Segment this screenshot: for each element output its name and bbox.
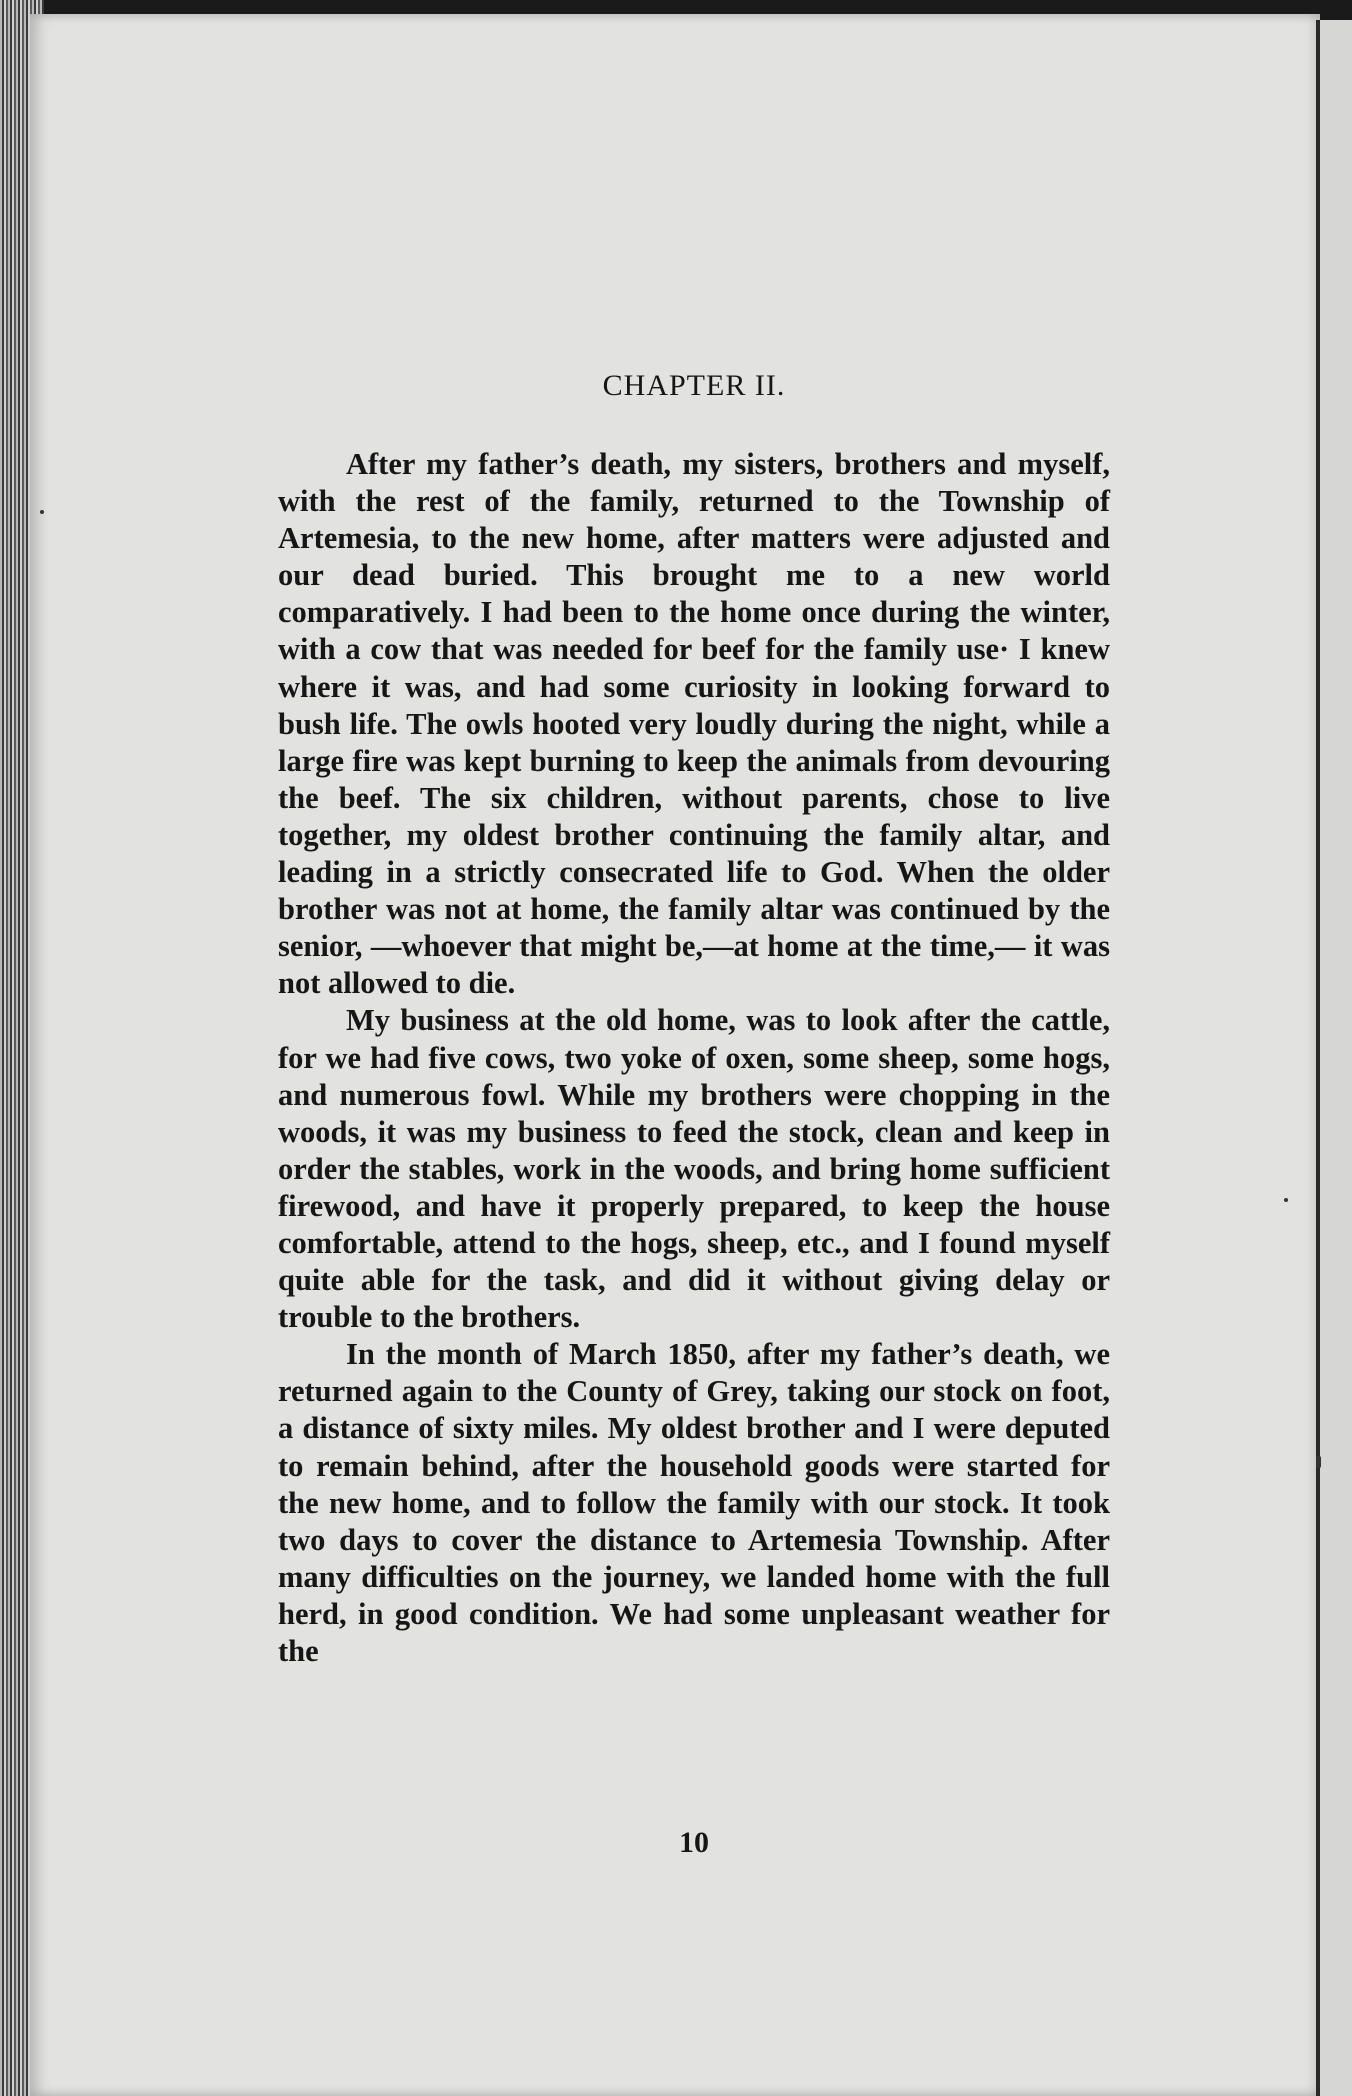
paragraph-1: After my father’s death, my sisters, brothers and myself, with the rest of the family, returned to the Township of Artemesia, to the new home, after matters were adjusted and our dead buried. This brought me to a new world comparatively. I had been to the home once during the winter, with a cow that was needed for beef for the family use· I knew where it was, and had some curiosity in looking forward to bush life. The owls hooted very loudly during the night, while a large fire was kept burning to keep the animals from devouring the beef. The six children, without parents, chose to live together, my oldest brother continuing the family altar, and leading in a strictly consecrated life to God. When the older brother was not at home, the family altar was continued by the senior, —whoever that might be,—at home at the time,— it was not allowed to die. [278, 447, 1110, 1001]
print-speck [1284, 1198, 1288, 1202]
chapter-title: CHAPTER II. [602, 369, 786, 402]
paragraph-3: In the month of March 1850, after my father’s death, we returned again to the County of Grey, taking our stock on foot, a distance of sixty miles. My oldest brother and I were deputed to remain behind, after the household goods were started for the new home, and to follow the family with our stock. It took two days to cover the distance to Artemesia Township. After many difficulties on the journey, we landed home with the full herd, in good condition. We had some unpleasant weather for the [278, 1337, 1110, 1668]
print-speck [40, 510, 44, 514]
facing-page-edge [1320, 20, 1352, 2096]
paragraph-2: My business at the old home, was to look after the cattle, for we had five cows, two yoke of oxen, some sheep, some hogs, and numerous fowl. While my brothers were chopping in the woods, it was my business to feed the stock, clean and keep in order the stables, work in the woods, and bring home sufficient firewood, and have it properly prepared, to keep the house comfortable, attend to the hogs, sheep, etc., and I found myself quite able for the task, and did it without giving delay or trouble to the brothers. [278, 1003, 1110, 1335]
page-number: 10 [679, 1826, 709, 1859]
page-text [278, 368, 1110, 1670]
print-speck [1316, 1456, 1321, 1468]
